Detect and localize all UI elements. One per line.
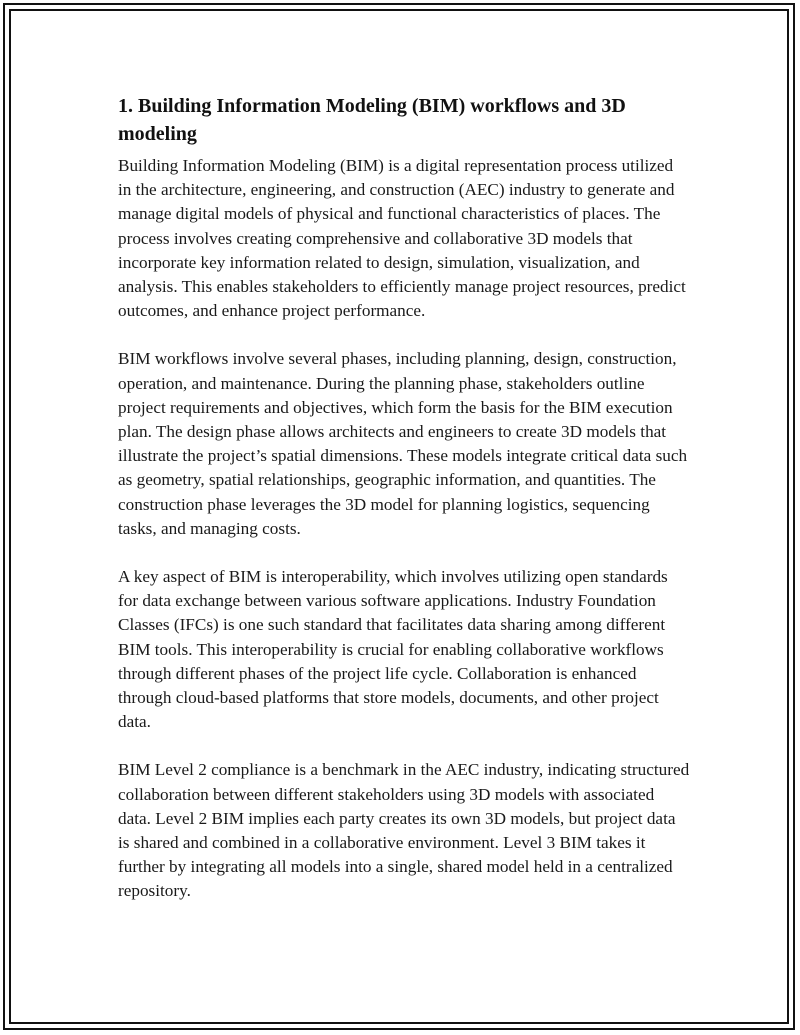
paragraph-bim-workflows: BIM workflows involve several phases, including planning, design, construction, operation, and maintenance. During the planning phase, stakeholders outline project requirements and objectives, which form the basis for the BIM execution plan. The design phase allows architects and engineers to create 3D models that illustrate the project’s spatial dimensions. These models integrate critical data such as geometry, spatial relationships, geographic information, and quantities. The construction phase leverages the 3D model for planning logistics, sequencing tasks, and managing costs. xyxy=(118,349,688,538)
paragraph-bim-definition: Building Information Modeling (BIM) is a digital representation process utilized in the architecture, engineering, and construction (AEC) industry to generate and manage digital models of physical and functional characteristics of places. The process involves creating comprehensive and collaborative 3D models that incorporate key information related to design, simulation, visualization, and analysis. This enables stakeholders to efficiently manage project resources, predict outcomes, and enhance project performance. xyxy=(118,156,686,321)
section-heading: 1. Building Information Modeling (BIM) workflows and 3D modeling xyxy=(118,95,626,145)
paragraph-bim-levels: BIM Level 2 compliance is a benchmark in the AEC industry, indicating structured collaboration between different stakeholders using 3D models with associated data. Level 2 BIM implies each party creates its own 3D models, but project data is shared and combined in a collaborative environment. Level 3 BIM takes it further by integrating all models into a single, shared model held in a centralized repository. xyxy=(118,760,690,901)
document-body xyxy=(118,92,690,928)
paragraph-interoperability: A key aspect of BIM is interoperability, which involves utilizing open standards for data exchange between various software applications. Industry Foundation Classes (IFCs) is one such standard that facilitates data sharing among different BIM tools. This interoperability is crucial for enabling collaborative workflows through different phases of the project life cycle. Collaboration is enhanced through cloud-based platforms that store models, documents, and other project data. xyxy=(118,567,668,732)
